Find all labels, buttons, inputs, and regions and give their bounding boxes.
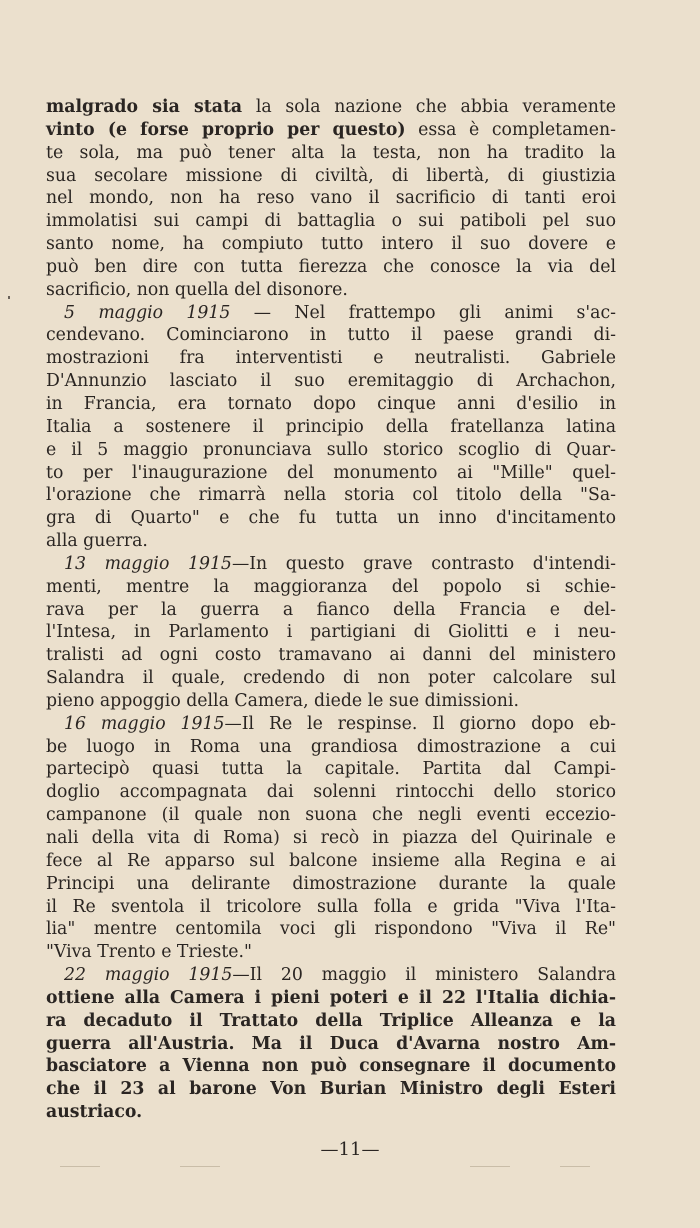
page-number: —11— (320, 1139, 380, 1160)
text-line: ra decaduto il Trattato della Triplice Alleanza e la (46, 1010, 616, 1031)
text-line: to per l'inaugurazione del monumento ai "Mille" quel- (46, 462, 616, 483)
text-line: in Francia, era tornato dopo cinque anni d'esilio in (46, 393, 616, 414)
text-line: sacrificio, non quella del disonore. (46, 279, 348, 300)
text-line: può ben dire con tutta fierezza che conosce la via del (46, 256, 616, 277)
text-line: campanone (il quale non suona che negli eventi eccezio- (46, 805, 616, 826)
text-line: e il 5 maggio pronunciava sullo storico scoglio di Quar- (46, 439, 616, 460)
text-line: che il 23 al barone Von Burian Ministro degli Esteri (46, 1079, 616, 1100)
text-line: lia" mentre centomila voci gli rispondono "Viva il Re" (46, 919, 616, 940)
text-line: rava per la guerra a fianco della Francia e del- (46, 599, 616, 620)
text-line: Principi una delirante dimostrazione durante la quale (46, 873, 616, 894)
text-line: "Viva Trento e Trieste." (46, 942, 252, 963)
text-line: te sola, ma può tener alta la testa, non ha tradito la (46, 142, 616, 163)
text-line: gra di Quarto" e che fu tutta un inno d'incitamento (46, 508, 616, 529)
bold-text: malgrado sia stata (46, 97, 243, 117)
text-line: 13 maggio 1915—In questo grave contrasto d'intendi- (64, 553, 616, 574)
text-line: fece al Re apparso sul balcone insieme alla Regina e ai (46, 850, 616, 871)
margin-speck (8, 296, 10, 299)
text-line: nali della vita di Roma) si recò in piazza del Quirinale e (46, 828, 616, 848)
text-line: vinto (e forse proprio per questo) essa è completamen- (46, 119, 616, 140)
text-line: be luogo in Roma una grandiosa dimostrazione a cui (46, 736, 616, 757)
text-line: D'Annunzio lasciato il suo eremitaggio di Archachon, (46, 371, 616, 392)
text-line: partecipò quasi tutta la capitale. Partita dal Campi- (46, 759, 616, 780)
bottom-smudge (60, 1166, 100, 1167)
date-heading: 22 maggio 1915 (64, 965, 233, 986)
date-heading: 5 maggio 1915 (64, 302, 231, 323)
text-line: nel mondo, non ha reso vano il sacrificio di tanti eroi (46, 188, 616, 209)
text-line: l'Intesa, in Parlamento i partigiani di Giolitti e i neu- (46, 622, 616, 643)
bottom-smudge (180, 1166, 220, 1167)
text-line: immolatisi sui campi di battaglia o sui patiboli pel suo (46, 211, 616, 232)
text-line: santo nome, ha compiuto tutto intero il suo dovere e (46, 234, 616, 255)
text-line: menti, mentre la maggioranza del popolo si schie- (46, 576, 616, 597)
text-line: mostrazioni fra interventisti e neutralisti. Gabriele (46, 348, 616, 369)
bold-text: vinto (e forse proprio per questo) (46, 119, 406, 140)
text-line: malgrado sia stata la sola nazione che abbia veramente (46, 97, 616, 117)
date-heading: 13 maggio 1915 (64, 553, 232, 574)
bottom-smudge (470, 1166, 510, 1167)
text-line: tralisti ad ogni costo tramavano ai danni del ministero (46, 645, 616, 666)
text-line: alla guerra. (46, 531, 148, 552)
text-line: il Re sventola il tricolore sulla folla e grida "Viva l'Ita- (46, 896, 616, 917)
text-line: Italia a sostenere il principio della fratellanza latina (46, 416, 616, 437)
text-line: ottiene alla Camera i pieni poteri e il 22 l'Italia dichia- (46, 987, 616, 1008)
text-line: l'orazione che rimarrà nella storia col titolo della "Sa- (46, 485, 616, 506)
text-line: pieno appoggio della Camera, diede le sue dimissioni. (46, 690, 519, 711)
text-line: guerra all'Austria. Ma il Duca d'Avarna nostro Am- (46, 1033, 616, 1054)
bottom-smudge (560, 1166, 590, 1167)
page-body (46, 96, 616, 1124)
text-line: basciatore a Vienna non può consegnare il documento (46, 1056, 616, 1077)
text-line: Salandra il quale, credendo di non poter calcolare sul (46, 668, 616, 689)
text-line: 16 maggio 1915—Il Re le respinse. Il giorno dopo eb- (64, 713, 617, 734)
date-heading: 16 maggio 1915 (64, 713, 225, 734)
text-line: 22 maggio 1915—Il 20 maggio il ministero Salandra (64, 965, 616, 986)
text-line: sua secolare missione di civiltà, di libertà, di giustizia (46, 165, 616, 186)
text-line: cendevano. Cominciarono in tutto il paese grandi di- (46, 325, 616, 346)
text-line: doglio accompagnata dai solenni rintocchi dello storico (46, 782, 616, 803)
text-line: 5 maggio 1915 — Nel frattempo gli animi s'ac- (64, 302, 616, 323)
text-line: austriaco. (46, 1102, 143, 1123)
